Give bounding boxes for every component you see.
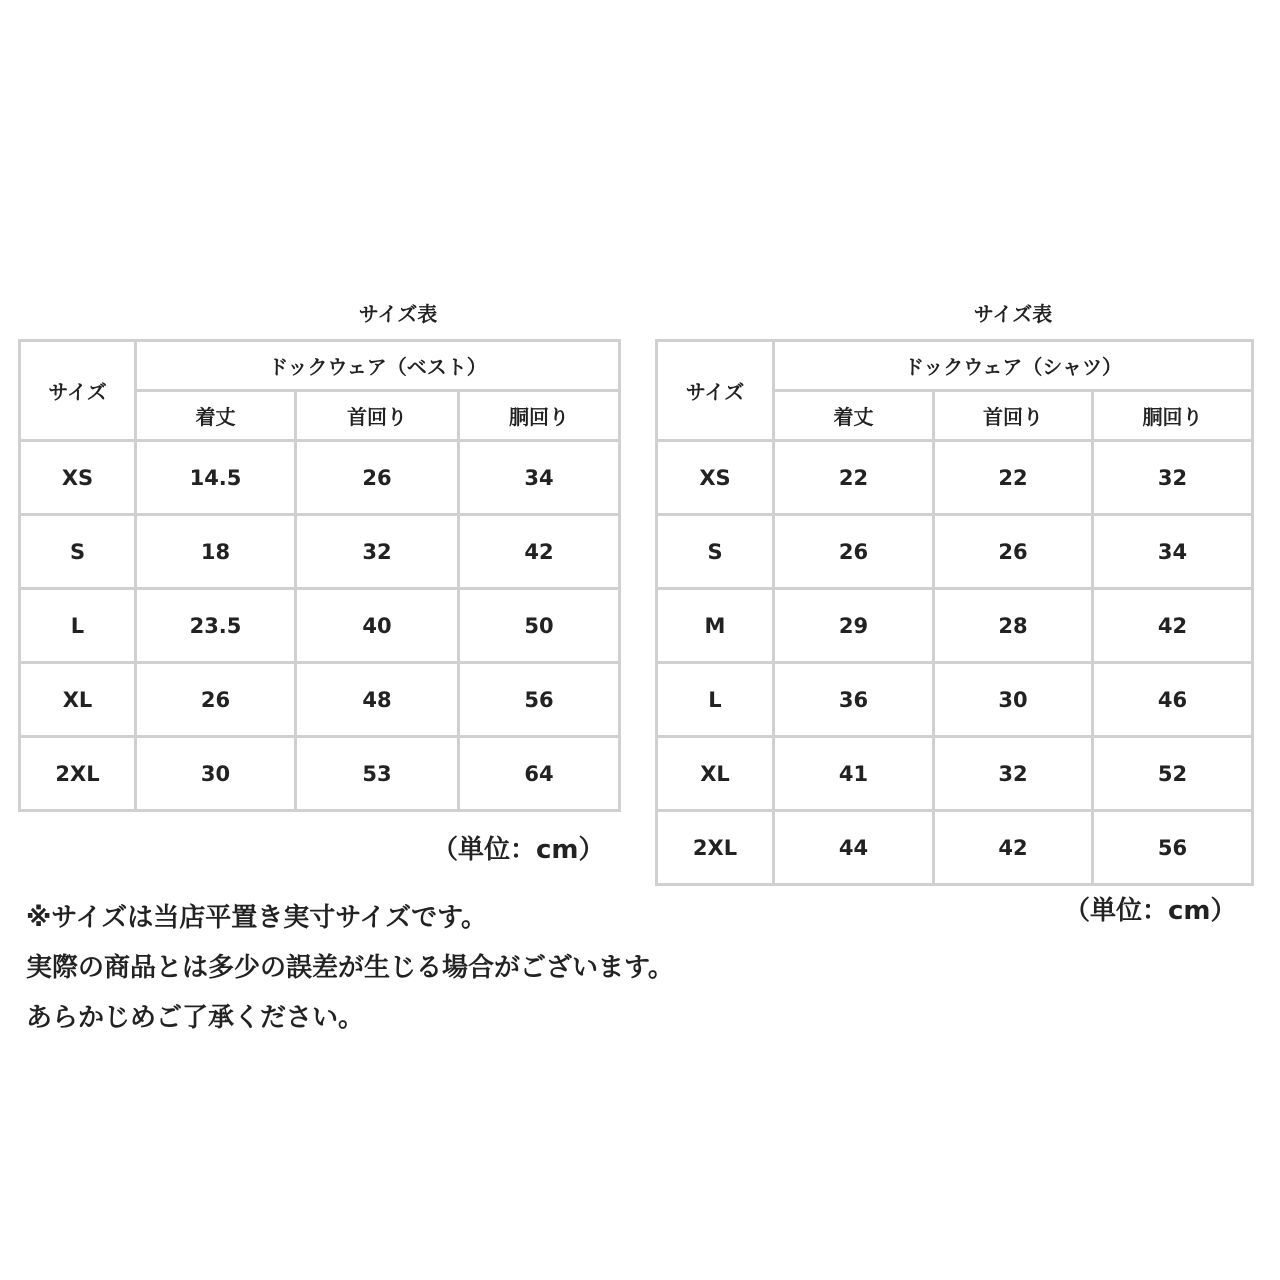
table-row: [657, 589, 1253, 663]
vest-col-length: 着丈: [136, 391, 296, 441]
value-cell: 56: [459, 663, 620, 737]
size-cell: S: [20, 515, 136, 589]
vest-col-neck: 首回り: [296, 391, 459, 441]
value-cell: 28: [934, 589, 1093, 663]
value-cell: 34: [459, 441, 620, 515]
value-cell: 32: [934, 737, 1093, 811]
value-cell: 42: [459, 515, 620, 589]
vest-size-table: [18, 339, 621, 812]
table-row: [20, 663, 620, 737]
value-cell: 42: [934, 811, 1093, 885]
value-cell: 26: [296, 441, 459, 515]
value-cell: 30: [136, 737, 296, 811]
value-cell: 14.5: [136, 441, 296, 515]
size-cell: M: [657, 589, 774, 663]
table-row: [20, 515, 620, 589]
value-cell: 50: [459, 589, 620, 663]
note-line: 実際の商品とは多少の誤差が生じる場合がございます。: [26, 953, 674, 983]
table-row: [657, 441, 1253, 515]
size-cell: 2XL: [20, 737, 136, 811]
value-cell: 32: [1093, 441, 1253, 515]
size-cell: 2XL: [657, 811, 774, 885]
value-cell: 46: [1093, 663, 1253, 737]
shirt-group-header: ドックウェア（シャツ）: [774, 341, 1253, 391]
size-cell: XL: [20, 663, 136, 737]
shirt-col-length: 着丈: [774, 391, 934, 441]
value-cell: 29: [774, 589, 934, 663]
vest-table-caption: サイズ表: [358, 302, 438, 326]
value-cell: 26: [934, 515, 1093, 589]
value-cell: 48: [296, 663, 459, 737]
size-cell: L: [657, 663, 774, 737]
table-row: [20, 589, 620, 663]
shirt-col-chest: 胴回り: [1093, 391, 1253, 441]
table-row: [20, 737, 620, 811]
shirt-table-caption: サイズ表: [973, 302, 1053, 326]
size-cell: L: [20, 589, 136, 663]
value-cell: 32: [296, 515, 459, 589]
value-cell: 56: [1093, 811, 1253, 885]
value-cell: 26: [774, 515, 934, 589]
value-cell: 44: [774, 811, 934, 885]
size-cell: XS: [20, 441, 136, 515]
vest-col-chest: 胴回り: [459, 391, 620, 441]
value-cell: 22: [774, 441, 934, 515]
note-line: ※サイズは当店平置き実寸サイズです。: [26, 903, 488, 933]
shirt-size-header: サイズ: [657, 341, 774, 441]
value-cell: 30: [934, 663, 1093, 737]
shirt-unit-label: （単位：cm）: [1064, 896, 1237, 926]
value-cell: 52: [1093, 737, 1253, 811]
value-cell: 22: [934, 441, 1093, 515]
table-row: [657, 811, 1253, 885]
size-notes: [26, 893, 674, 1043]
value-cell: 18: [136, 515, 296, 589]
shirt-col-neck: 首回り: [934, 391, 1093, 441]
value-cell: 40: [296, 589, 459, 663]
shirt-size-table: [655, 339, 1254, 886]
size-cell: XS: [657, 441, 774, 515]
table-row: [657, 663, 1253, 737]
value-cell: 42: [1093, 589, 1253, 663]
shirt-header-row-1: [657, 341, 1253, 391]
table-row: [657, 515, 1253, 589]
value-cell: 53: [296, 737, 459, 811]
vest-size-header: サイズ: [20, 341, 136, 441]
vest-header-row-1: [20, 341, 620, 391]
value-cell: 36: [774, 663, 934, 737]
vest-group-header: ドックウェア（ベスト）: [136, 341, 620, 391]
value-cell: 34: [1093, 515, 1253, 589]
vest-unit-label: （単位：cm）: [432, 835, 605, 865]
size-cell: S: [657, 515, 774, 589]
value-cell: 26: [136, 663, 296, 737]
note-line: あらかじめご了承ください。: [26, 1003, 365, 1033]
size-cell: XL: [657, 737, 774, 811]
value-cell: 64: [459, 737, 620, 811]
value-cell: 41: [774, 737, 934, 811]
table-row: [657, 737, 1253, 811]
value-cell: 23.5: [136, 589, 296, 663]
table-row: [20, 441, 620, 515]
